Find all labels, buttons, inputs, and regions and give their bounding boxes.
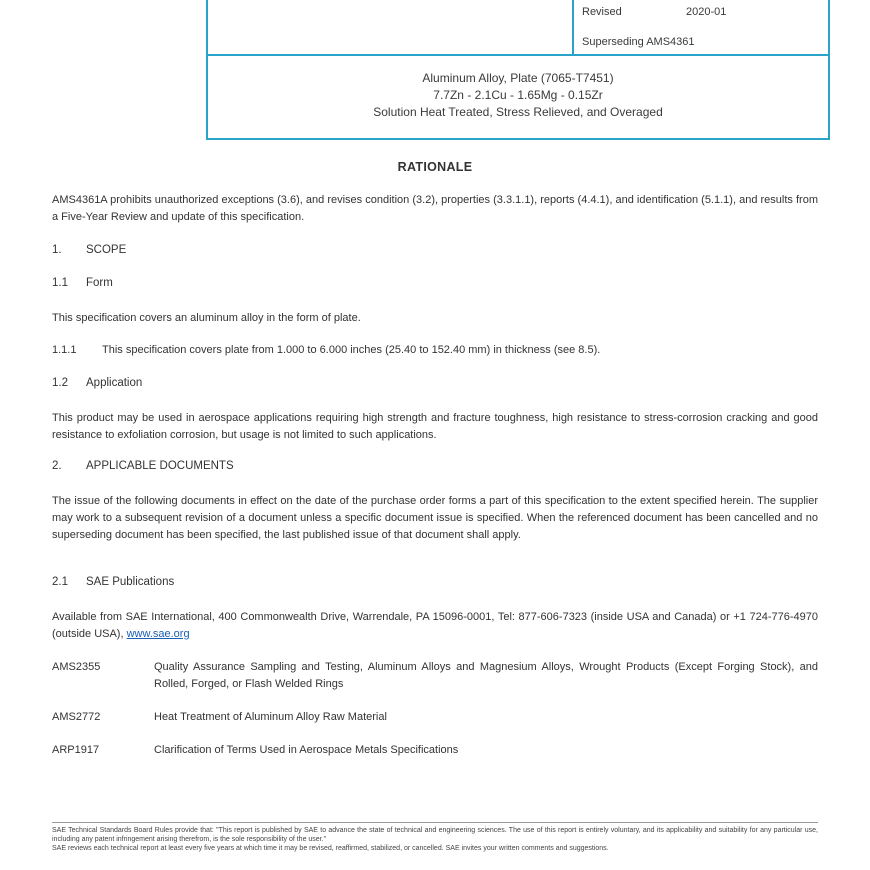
section-number: 1. <box>52 244 62 256</box>
reference-id: AMS2355 <box>52 661 101 673</box>
document-header-box <box>206 0 830 140</box>
title-line-2: 7.7Zn - 2.1Cu - 1.65Mg - 0.15Zr <box>433 88 603 102</box>
sae-address-text: Available from SAE International, 400 Commonwealth Drive, Warrendale, PA 15096-0001, Tel: 877-606-7323 (inside USA and Canada) or +1 724-776-4970 (outside USA), <box>52 611 818 640</box>
subsection-number: 1.2 <box>52 377 68 389</box>
rationale-text: AMS4361A prohibits unauthorized exceptions (3.6), and revises condition (3.2), properties (3.3.1.1), reports (4.4.1), and identification (5.1.1), and results from a Five-Year Review and update of this specification. <box>52 194 818 223</box>
revised-date: 2020-01 <box>686 6 727 18</box>
reference-title: Heat Treatment of Aluminum Alloy Raw Material <box>154 711 387 723</box>
subsection-title: Form <box>86 277 113 289</box>
subsection-number: 1.1 <box>52 277 68 289</box>
reference-title: Clarification of Terms Used in Aerospace Metals Specifications <box>154 744 459 756</box>
document-title <box>208 70 828 121</box>
revised-label: Revised <box>582 6 622 18</box>
sae-website-link[interactable]: www.sae.org <box>126 628 190 640</box>
header-divider-horizontal <box>208 54 828 56</box>
section-applicable-documents-heading <box>52 460 234 472</box>
footer-divider <box>52 822 818 823</box>
title-line-1: Aluminum Alloy, Plate (7065-T7451) <box>422 71 614 85</box>
sae-availability-text <box>52 609 818 643</box>
paragraph-number: 1.1.1 <box>52 344 77 356</box>
section-scope-heading <box>52 244 126 256</box>
footer-line-2: SAE reviews each technical report at least every five years at which time it may be revised, reaffirmed, stabilized, or cancelled. SAE invites your written comments and suggestions. <box>52 845 609 852</box>
application-text: This product may be used in aerospace applications requiring high strength and fracture toughness, high resistance to stress-corrosion cracking and good resistance to exfoliation corrosion, but usage is not limited to such applications. <box>52 412 818 441</box>
subsection-form-heading <box>52 277 113 289</box>
subsection-title: SAE Publications <box>86 576 175 588</box>
reference-id: AMS2772 <box>52 711 101 723</box>
reference-title: Quality Assurance Sampling and Testing, Aluminum Alloys and Magnesium Alloys, Wrought Products (Except Forging Stock), and Rolled, Forged, or Flash Welded Rings <box>154 661 818 690</box>
section-number: 2. <box>52 460 62 472</box>
subsection-title: Application <box>86 377 143 389</box>
footer-line-1: SAE Technical Standards Board Rules provide that: "This report is published by SAE to advance the state of technical and engineering sciences. The use of this report is entirely voluntary, and its applicability and suitability for any particular use, including any patent infringement arising therefrom, is the sole responsibility of the user." <box>52 827 818 843</box>
applicable-documents-text: The issue of the following documents in effect on the date of the purchase order forms a part of this specification to the extent specified herein. The supplier may work to a subsequent revision of a document unless a specific document issue is specified. When the referenced document has been cancelled and no superseding document has been specified, the last published issue of that document shall apply. <box>52 495 818 541</box>
paragraph-1-1-1 <box>52 344 600 356</box>
title-line-3: Solution Heat Treated, Stress Relieved, and Overaged <box>373 105 663 119</box>
subsection-number: 2.1 <box>52 576 68 588</box>
reference-id: ARP1917 <box>52 744 100 756</box>
header-divider-vertical <box>572 0 574 56</box>
section-title: SCOPE <box>86 244 127 256</box>
rationale-heading: RATIONALE <box>397 160 473 174</box>
paragraph-text: This specification covers plate from 1.000 to 6.000 inches (25.40 to 152.40 mm) in thickness (see 8.5). <box>102 344 601 356</box>
form-text: This specification covers an aluminum alloy in the form of plate. <box>52 312 361 324</box>
subsection-application-heading <box>52 377 142 389</box>
subsection-sae-publications-heading <box>52 576 174 588</box>
section-title: APPLICABLE DOCUMENTS <box>86 460 234 472</box>
superseding-note: Superseding AMS4361 <box>582 36 695 48</box>
footer-notice <box>52 826 818 853</box>
